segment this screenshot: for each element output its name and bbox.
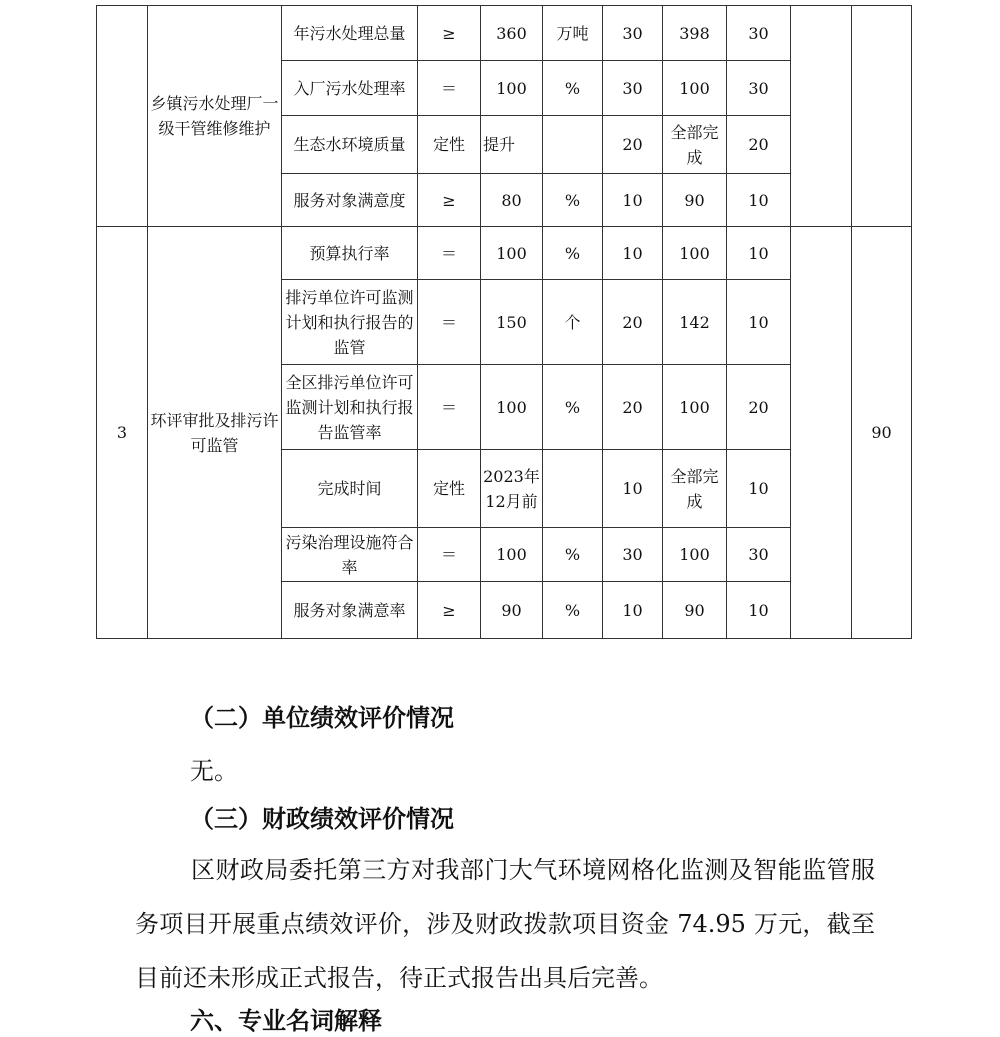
unit-cell bbox=[543, 116, 603, 174]
unit-cell: % bbox=[543, 61, 603, 116]
finance-eval-heading: （三）财政绩效评价情况 bbox=[190, 804, 454, 833]
operator-cell: ≥ bbox=[418, 582, 481, 639]
actual-cell: 全部完成 bbox=[663, 450, 727, 528]
target-cell: 2023年12月前 bbox=[481, 450, 543, 528]
index-cell: 3 bbox=[97, 227, 148, 639]
operator-cell: ≥ bbox=[418, 6, 481, 61]
actual-cell: 90 bbox=[663, 582, 727, 639]
unit-cell: % bbox=[543, 365, 603, 450]
actual-cell: 100 bbox=[663, 365, 727, 450]
target-cell: 100 bbox=[481, 528, 543, 582]
operator-cell: ＝ bbox=[418, 227, 481, 280]
indicator-cell: 服务对象满意率 bbox=[282, 582, 418, 639]
project-name-cell: 乡镇污水处理厂一级干管维修维护 bbox=[148, 6, 282, 227]
blank-cell bbox=[791, 227, 852, 639]
unit-eval-body: 无。 bbox=[190, 757, 238, 785]
indicator-cell: 年污水处理总量 bbox=[282, 6, 418, 61]
score-cell: 10 bbox=[727, 582, 791, 639]
indicator-cell: 完成时间 bbox=[282, 450, 418, 528]
operator-cell: ＝ bbox=[418, 365, 481, 450]
score-cell: 30 bbox=[727, 528, 791, 582]
indicator-cell: 入厂污水处理率 bbox=[282, 61, 418, 116]
weight-cell: 20 bbox=[603, 116, 663, 174]
score-cell: 30 bbox=[727, 61, 791, 116]
target-cell: 100 bbox=[481, 61, 543, 116]
target-cell: 提升 bbox=[481, 116, 543, 174]
operator-cell: 定性 bbox=[418, 116, 481, 174]
blank-cell bbox=[791, 6, 852, 227]
weight-cell: 10 bbox=[603, 450, 663, 528]
actual-cell: 100 bbox=[663, 61, 727, 116]
target-cell: 90 bbox=[481, 582, 543, 639]
weight-cell: 10 bbox=[603, 582, 663, 639]
target-cell: 100 bbox=[481, 365, 543, 450]
score-cell: 20 bbox=[727, 116, 791, 174]
score-cell: 20 bbox=[727, 365, 791, 450]
total-score-cell: 90 bbox=[852, 227, 912, 639]
unit-cell: % bbox=[543, 582, 603, 639]
weight-cell: 20 bbox=[603, 365, 663, 450]
actual-cell: 90 bbox=[663, 174, 727, 227]
actual-cell: 100 bbox=[663, 227, 727, 280]
weight-cell: 20 bbox=[603, 280, 663, 365]
operator-cell: ＝ bbox=[418, 61, 481, 116]
weight-cell: 30 bbox=[603, 6, 663, 61]
unit-cell: % bbox=[543, 227, 603, 280]
indicator-cell: 生态水环境质量 bbox=[282, 116, 418, 174]
table-row bbox=[97, 227, 912, 280]
project-name-cell: 环评审批及排污许可监管 bbox=[148, 227, 282, 639]
total-score-cell bbox=[852, 6, 912, 227]
operator-cell: ＝ bbox=[418, 528, 481, 582]
weight-cell: 10 bbox=[603, 227, 663, 280]
score-cell: 10 bbox=[727, 450, 791, 528]
actual-cell: 全部完成 bbox=[663, 116, 727, 174]
weight-cell: 30 bbox=[603, 528, 663, 582]
actual-cell: 100 bbox=[663, 528, 727, 582]
indicator-cell: 排污单位许可监测计划和执行报告的监管 bbox=[282, 280, 418, 365]
unit-eval-heading: （二）单位绩效评价情况 bbox=[190, 703, 454, 732]
weight-cell: 10 bbox=[603, 174, 663, 227]
index-cell bbox=[97, 6, 148, 227]
indicator-cell: 预算执行率 bbox=[282, 227, 418, 280]
indicator-cell: 污染治理设施符合率 bbox=[282, 528, 418, 582]
unit-cell bbox=[543, 450, 603, 528]
indicator-cell: 全区排污单位许可监测计划和执行报告监管率 bbox=[282, 365, 418, 450]
operator-cell: ≥ bbox=[418, 174, 481, 227]
performance-table bbox=[96, 5, 912, 639]
actual-cell: 142 bbox=[663, 280, 727, 365]
unit-cell: % bbox=[543, 528, 603, 582]
score-cell: 30 bbox=[727, 6, 791, 61]
unit-cell: 万吨 bbox=[543, 6, 603, 61]
operator-cell: ＝ bbox=[418, 280, 481, 365]
score-cell: 10 bbox=[727, 280, 791, 365]
glossary-heading: 六、专业名词解释 bbox=[190, 1006, 382, 1035]
score-cell: 10 bbox=[727, 227, 791, 280]
actual-cell: 398 bbox=[663, 6, 727, 61]
target-cell: 150 bbox=[481, 280, 543, 365]
unit-cell: 个 bbox=[543, 280, 603, 365]
operator-cell: 定性 bbox=[418, 450, 481, 528]
target-cell: 80 bbox=[481, 174, 543, 227]
score-cell: 10 bbox=[727, 174, 791, 227]
indicator-cell: 服务对象满意度 bbox=[282, 174, 418, 227]
finance-eval-body: 区财政局委托第三方对我部门大气环境网格化监测及智能监管服务项目开展重点绩效评价，涉及财政拨款项目资金 74.95 万元，截至目前还未形成正式报告，待正式报告出具后完善。 bbox=[135, 856, 875, 992]
unit-cell: % bbox=[543, 174, 603, 227]
table-row bbox=[97, 6, 912, 61]
weight-cell: 30 bbox=[603, 61, 663, 116]
target-cell: 100 bbox=[481, 227, 543, 280]
target-cell: 360 bbox=[481, 6, 543, 61]
